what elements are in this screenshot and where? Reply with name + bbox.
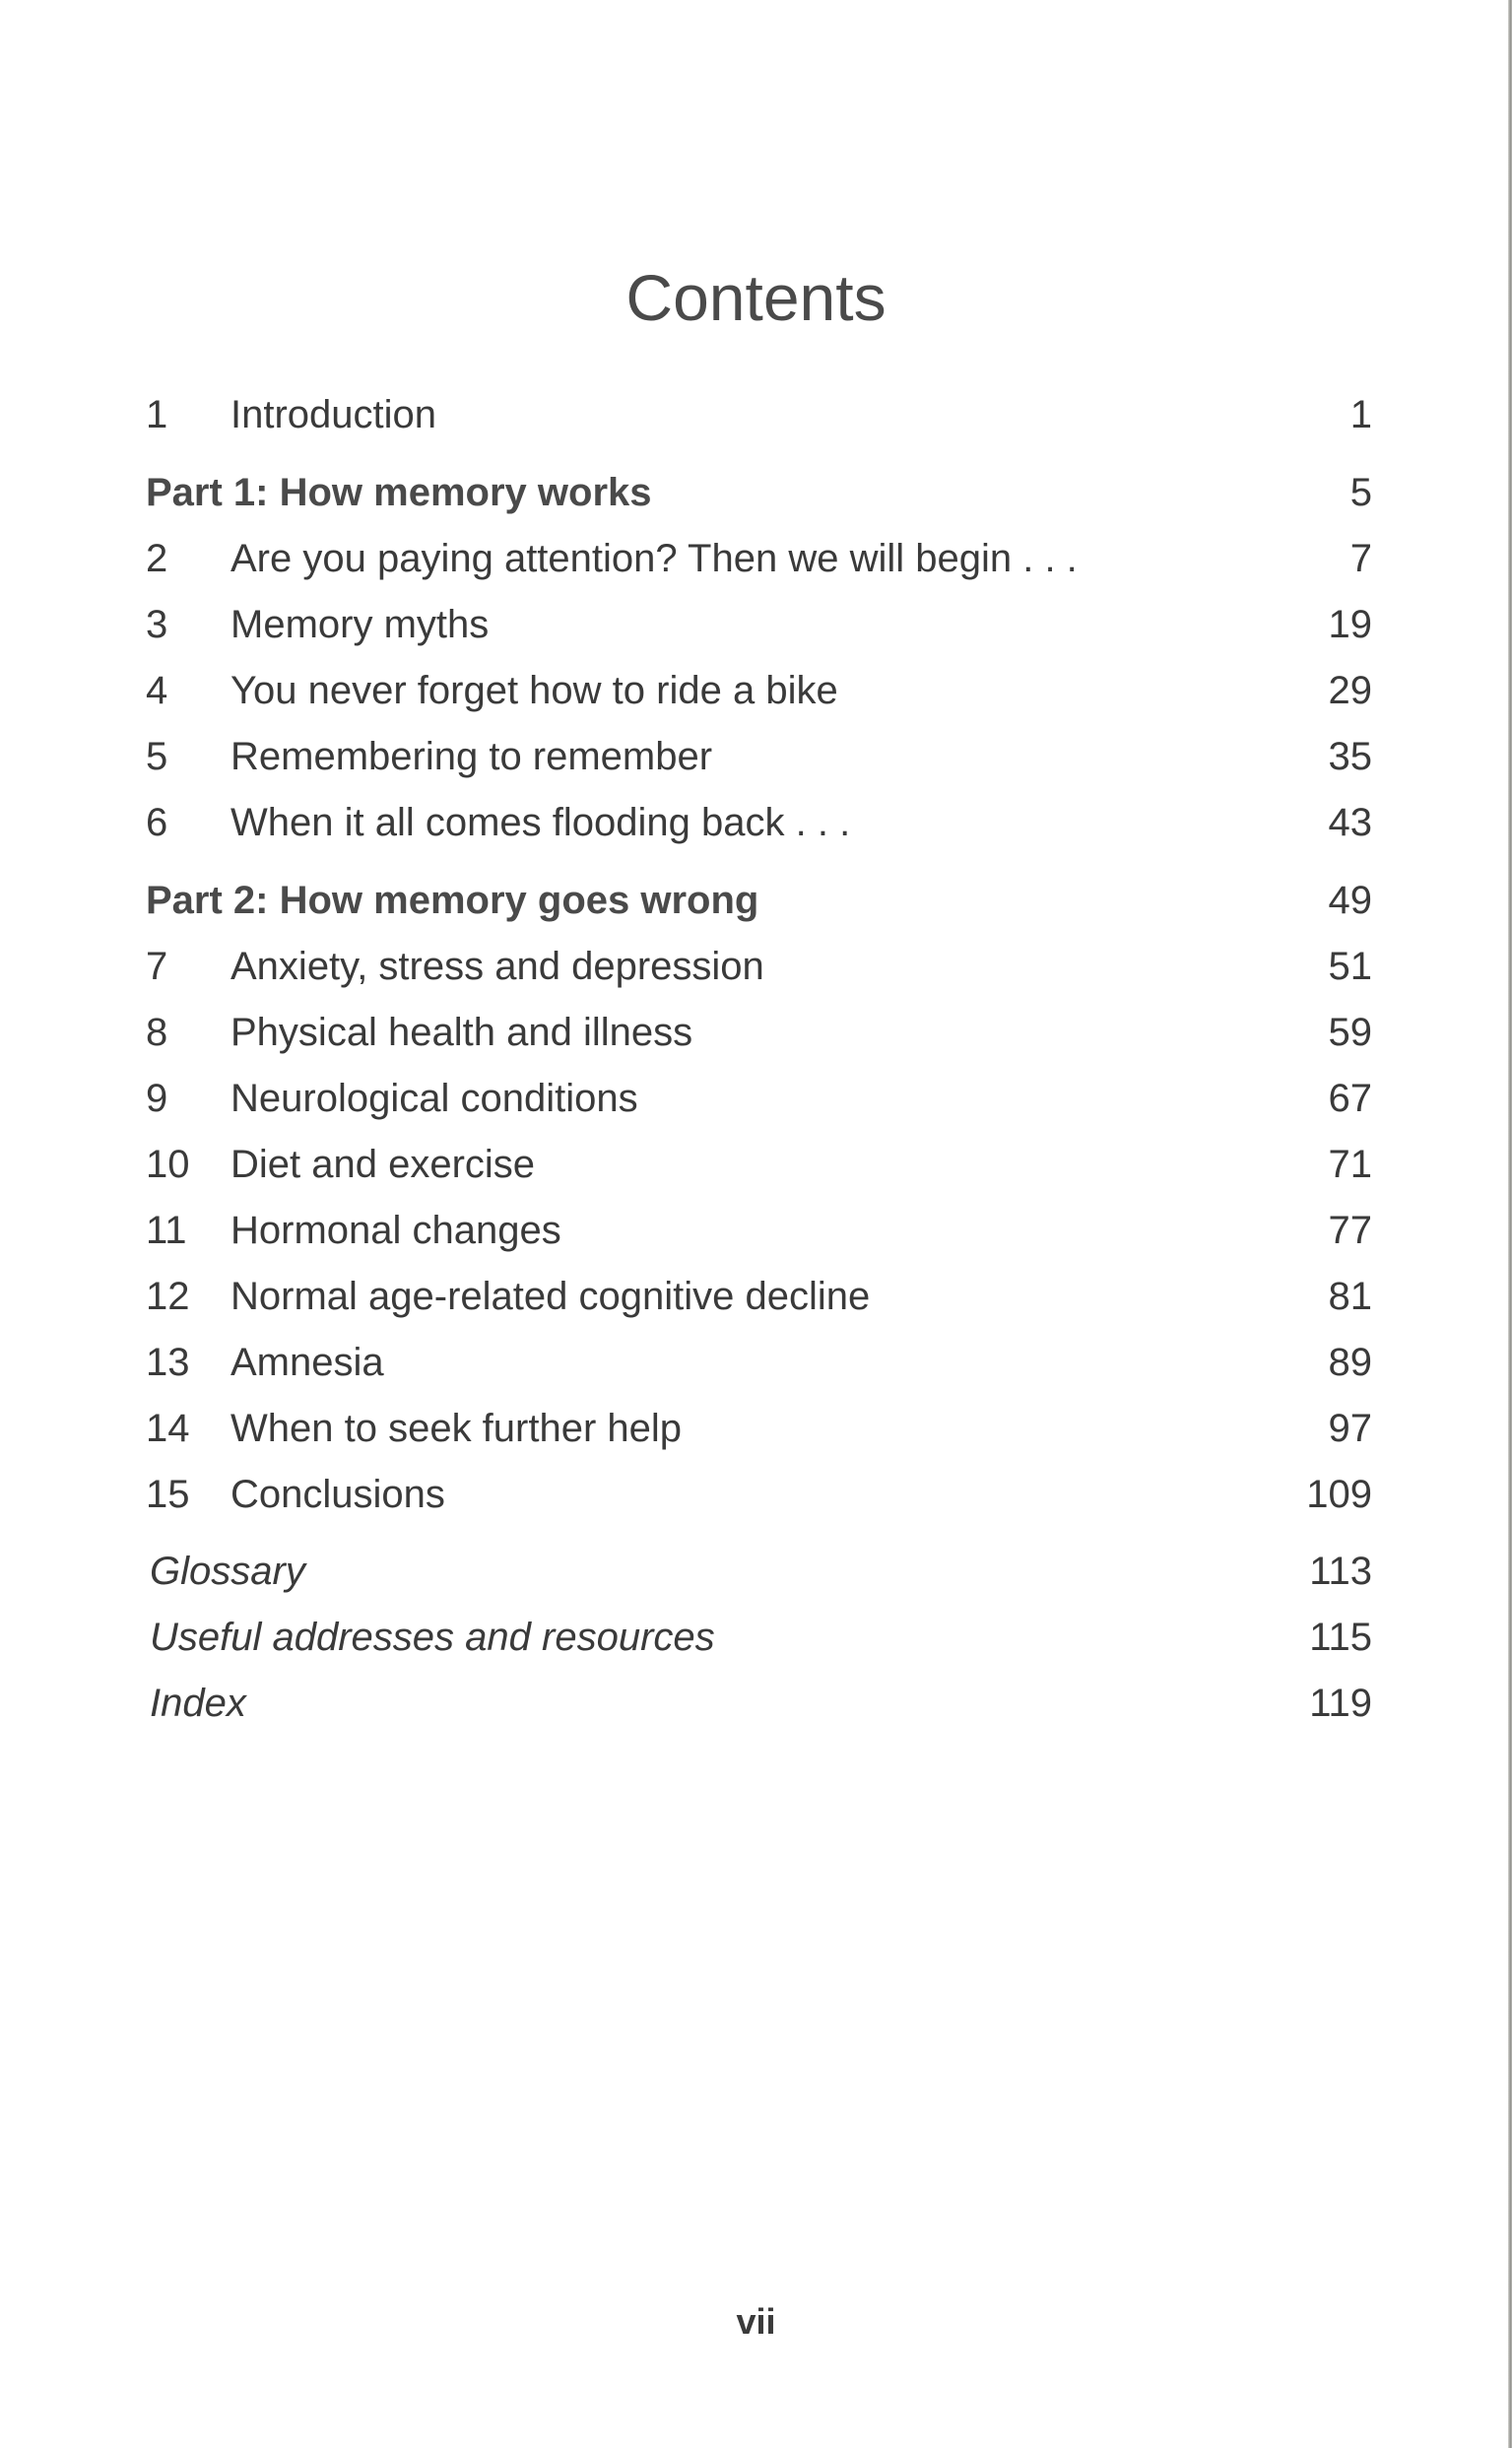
chapter-number: 3 [146, 603, 168, 646]
chapter-title: Normal age-related cognitive decline [230, 1275, 871, 1318]
page-number: 19 [1328, 603, 1372, 646]
part-title: Part 2: How memory goes wrong [146, 879, 759, 922]
back-matter-title: Useful addresses and resources [150, 1616, 715, 1659]
chapter-number: 2 [146, 537, 168, 580]
toc-entry-chapter-6[interactable] [146, 798, 1372, 847]
toc-entry-chapter-8[interactable] [146, 1008, 1372, 1057]
chapter-number: 10 [146, 1143, 190, 1186]
toc-entry-chapter-14[interactable] [146, 1404, 1372, 1453]
chapter-title: You never forget how to ride a bike [230, 669, 838, 712]
toc-entry-chapter-4[interactable] [146, 666, 1372, 715]
chapter-number: 6 [146, 801, 168, 844]
toc-entry-chapter-7[interactable] [146, 942, 1372, 991]
back-matter-title: Glossary [150, 1550, 305, 1593]
chapter-number: 4 [146, 669, 168, 712]
chapter-number: 7 [146, 945, 168, 988]
toc-entry-index[interactable] [146, 1679, 1372, 1728]
toc-part-heading-1[interactable] [146, 468, 1372, 517]
toc-entry-chapter-2[interactable] [146, 534, 1372, 583]
chapter-title: Remembering to remember [230, 735, 713, 778]
page-number: 77 [1328, 1209, 1372, 1252]
page-number: 109 [1306, 1473, 1372, 1516]
toc-entry-chapter-12[interactable] [146, 1272, 1372, 1321]
toc-entry-introduction[interactable] [146, 390, 1372, 439]
toc-entry-chapter-13[interactable] [146, 1338, 1372, 1387]
chapter-title: Physical health and illness [230, 1011, 693, 1054]
page-number: 113 [1309, 1550, 1372, 1593]
chapter-number: 15 [146, 1473, 190, 1516]
page-number: 119 [1309, 1682, 1372, 1725]
chapter-number: 11 [146, 1209, 187, 1252]
page-folio: vii [736, 2301, 776, 2342]
chapter-number: 9 [146, 1077, 168, 1120]
part-title: Part 1: How memory works [146, 471, 652, 514]
page-number: 43 [1328, 801, 1372, 844]
chapter-title: Amnesia [230, 1341, 384, 1384]
toc-entry-chapter-11[interactable] [146, 1206, 1372, 1255]
page-number: 89 [1328, 1341, 1372, 1384]
page-number: 49 [1328, 879, 1372, 922]
chapter-title: Anxiety, stress and depression [230, 945, 764, 988]
toc-entry-chapter-10[interactable] [146, 1140, 1372, 1189]
page-number: 71 [1328, 1143, 1372, 1186]
page-number: 7 [1349, 537, 1372, 580]
page-number: 5 [1349, 471, 1372, 514]
chapter-title: Introduction [230, 393, 437, 436]
page-number: 35 [1328, 735, 1372, 778]
page-title: Contents [625, 261, 887, 335]
toc-part-heading-2[interactable] [146, 876, 1372, 925]
page-number: 67 [1328, 1077, 1372, 1120]
chapter-title: Conclusions [230, 1473, 445, 1516]
page-number: 1 [1349, 393, 1372, 436]
page-number: 97 [1328, 1407, 1372, 1450]
toc-entry-chapter-15[interactable] [146, 1470, 1372, 1519]
chapter-title: When it all comes flooding back . . . [230, 801, 851, 844]
page-number: 59 [1328, 1011, 1372, 1054]
page-number: 51 [1328, 945, 1372, 988]
toc-entry-chapter-3[interactable] [146, 600, 1372, 649]
chapter-title: Hormonal changes [230, 1209, 561, 1252]
toc-entry-chapter-5[interactable] [146, 732, 1372, 781]
chapter-number: 13 [146, 1341, 190, 1384]
chapter-number: 1 [146, 393, 168, 436]
scan-page-edge [1508, 0, 1512, 2448]
chapter-title: Are you paying attention? Then we will begin . . . [230, 537, 1078, 580]
toc-entry-chapter-9[interactable] [146, 1074, 1372, 1123]
chapter-number: 5 [146, 735, 168, 778]
toc-entry-glossary[interactable] [146, 1547, 1372, 1596]
chapter-title: Memory myths [230, 603, 490, 646]
chapter-number: 8 [146, 1011, 168, 1054]
back-matter-title: Index [150, 1682, 246, 1725]
chapter-title: Neurological conditions [230, 1077, 638, 1120]
chapter-title: When to seek further help [230, 1407, 683, 1450]
page-number: 29 [1328, 669, 1372, 712]
page-number: 115 [1309, 1616, 1372, 1659]
chapter-title: Diet and exercise [230, 1143, 536, 1186]
page-number: 81 [1328, 1275, 1372, 1318]
chapter-number: 14 [146, 1407, 190, 1450]
toc-entry-useful-addresses[interactable] [146, 1613, 1372, 1662]
chapter-number: 12 [146, 1275, 190, 1318]
